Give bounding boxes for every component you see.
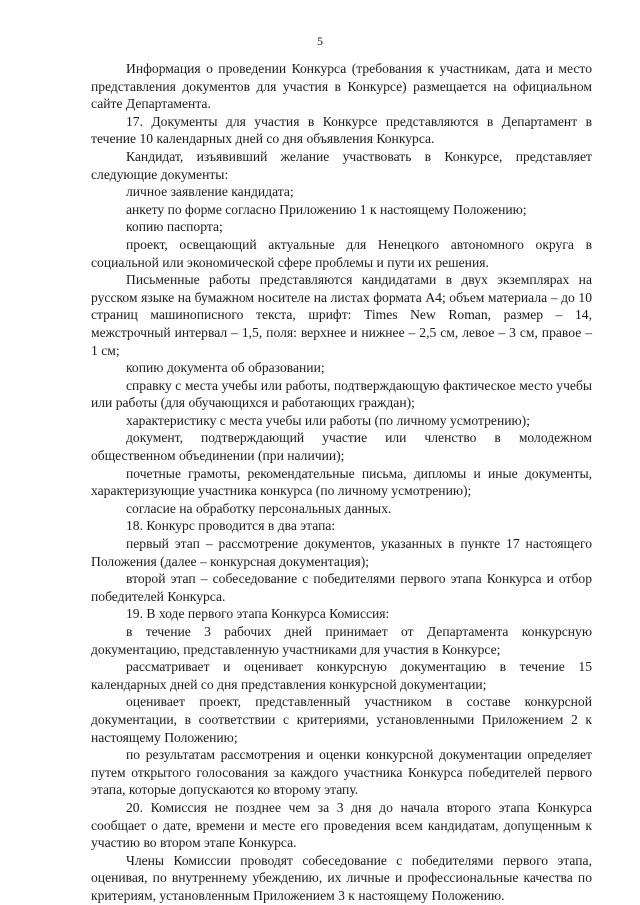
list-item-passport: копию паспорта; [126, 219, 223, 235]
paragraph-candidate: Кандидат, изъявивший желание участвовать в Конкурсе, представляет следующие документы: [91, 148, 592, 182]
list-item-certificate: справку с места учебы или работы, подтверждающую фактическое место учебы или работы (для обучающихся и работающих граждан); [91, 377, 592, 411]
page-number: 5 [317, 34, 323, 48]
paragraph-18: 18. Конкурс проводится в два этапа: [126, 518, 336, 534]
list-item-stage-one: первый этап – рассмотрение документов, указанных в пункте 17 настоящего Положения (далее – конкурсная документация); [91, 536, 592, 569]
list-item-evaluates: оценивает проект, представленный участником в составе конкурсной документации, в соответствии с критериями, установленными Приложением 2 к настоящему Положению; [91, 694, 592, 745]
list-item-reference: характеристику с места учебы или работы (по личному усмотрению); [126, 412, 530, 428]
paragraph-written-works: Письменные работы представляются кандидатами в двух экземплярах на русском языке на бумажном носителе на листах формата А4; объем материала – до 10 страниц машинописного текста, шрифт: Times New Roman, размер – 14, межстрочный интервал – 1,5, поля: верхнее и нижнее – 2,5 см, левое – 3 см, правое – 1 см; [91, 272, 592, 358]
paragraph-19: 19. В ходе первого этапа Конкурса Комиссия: [126, 606, 390, 622]
list-item-determines: по результатам рассмотрения и оценки конкурсной документации определяет путем открытого голосования за каждого участника Конкурса победителей первого этапа, которые допускаются ко второму этапу. [91, 747, 592, 798]
list-item-questionnaire: анкету по форме согласно Приложению 1 к настоящему Положению; [126, 201, 527, 217]
paragraph-interview: Члены Комиссии проводят собеседование с победителями первого этапа, оценивая, по внутреннему убеждению, их личные и профессиональные качества по критериям, установленным Приложением 3 к настоящему Положению. [91, 852, 592, 903]
list-item-consent: согласие на обработку персональных данных. [126, 500, 392, 516]
list-item-education: копию документа об образовании; [126, 360, 325, 376]
document-body [91, 60, 592, 905]
paragraph-info: Информация о проведении Конкурса (требования к участникам, дата и место представления документов для участия в Конкурсе) размещается на официальном сайте Департамента. [91, 61, 592, 112]
list-item-membership: документ, подтверждающий участие или членство в молодежном общественном объединении (при наличии); [91, 430, 592, 464]
list-item-reviews: рассматривает и оценивает конкурсную документацию в течение 15 календарных дней со дня представления конкурсной документации; [91, 659, 592, 692]
paragraph-20: 20. Комиссия не позднее чем за 3 дня до начала второго этапа Конкурса сообщает о дате, времени и месте его проведения всем кандидатам, допущенным к участию во втором этапе Конкурса. [91, 799, 592, 851]
list-item-stage-two: второй этап – собеседование с победителями первого этапа Конкурса и отбор победителей Конкурса. [91, 571, 592, 604]
list-item-project: проект, освещающий актуальные для Ненецкого автономного округа в социальной или экономической сфере проблемы и пути их решения. [91, 236, 592, 270]
list-item-accepts: в течение 3 рабочих дней принимает от Департамента конкурсную документацию, представленную участниками для участия в Конкурсе; [91, 624, 592, 657]
list-item-application: личное заявление кандидата; [126, 184, 294, 200]
paragraph-17: 17. Документы для участия в Конкурсе представляются в Департамент в течение 10 календарных дней со дня объявления Конкурса. [91, 113, 592, 147]
list-item-awards: почетные грамоты, рекомендательные письма, дипломы и иные документы, характеризующие участника конкурса (по личному усмотрению); [91, 465, 592, 499]
